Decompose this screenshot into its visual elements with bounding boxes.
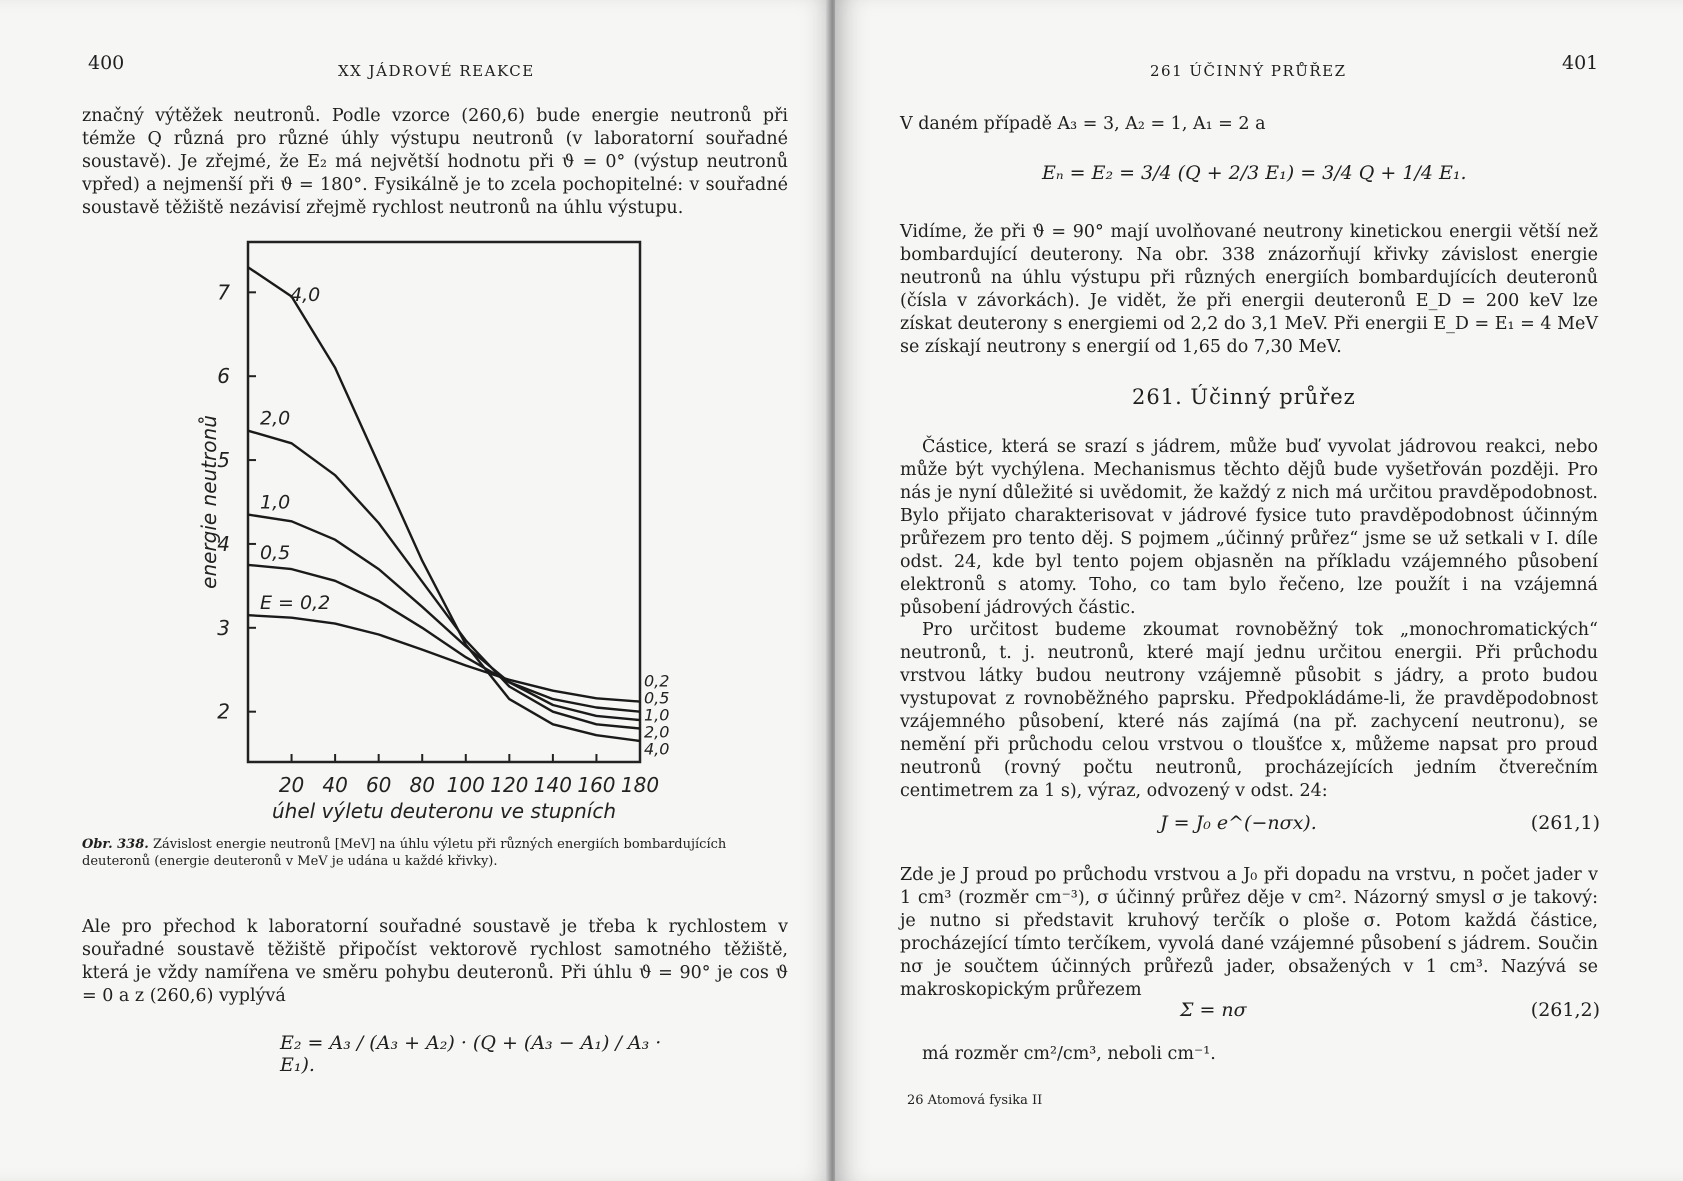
y-tick-label: 7 — [217, 280, 230, 305]
curve-end-label: 1,0 — [644, 705, 670, 725]
equation-right-2 — [1160, 812, 1600, 834]
equation-2-formula: J = J₀ e^(−nσx). — [1160, 812, 1317, 834]
curve-start-label: 1,0 — [260, 491, 291, 514]
y-tick-label: 2 — [217, 699, 230, 724]
y-tick-label: 5 — [217, 448, 230, 473]
curve-4-0 — [248, 267, 640, 741]
y-axis-label: energie neutronů — [197, 415, 221, 589]
curve-end-label: 4,0 — [644, 739, 670, 759]
left-page — [0, 0, 835, 1181]
right-paragraph-3-text: Pro určitost budeme zkoumat rovnoběžný tok „monochromatických“ neutronů, t. j. neutronů, které mají jednu určitou energii. Při průchodu vrstvou látky budou neutrony vzájemně působit s jádry, a proto budou vystupovat z rovnoběžného paprsku. Předpokládáme-li, že pravděpodobnost vzájemného působení, které nás zajímá (na př. zachycení neutronu), se nemění při průchodu celou vrstvou o tloušťce x, můžeme napsat pro proud neutronů (rovný počtu neutronů, procházejících jedním čtverečním centimetrem za 1 s), výraz, odvozený v odst. 24: — [900, 620, 1598, 801]
running-head-left: XX JÁDROVÉ REAKCE — [338, 62, 535, 80]
running-head-right: 261 ÚČINNÝ PRŮŘEZ — [1150, 62, 1347, 80]
right-paragraph-3 — [900, 619, 1598, 803]
curve-start-label: E = 0,2 — [260, 592, 331, 615]
right-paragraph-1-text: Vidíme, že při ϑ = 90° mají uvolňované neutrony kinetickou energii větší než bombardující deuterony. Na obr. 338 znázorňují křivky závislost energie neutronů na úhlu výstupu při různých energiích bombardujících deuteronů (čísla v závorkách). Je vidět, že při energii deuteronů E_D = 200 keV lze získat deuterony s energiemi od 2,2 do 3,1 MeV. Při energii E_D = E₁ = 4 MeV se získají neutrony s energií od 1,65 do 7,30 MeV. — [900, 222, 1598, 357]
page-number-right: 401 — [1562, 52, 1599, 74]
right-paragraph-2 — [900, 436, 1598, 620]
right-paragraph-4-text: Zde je J proud po průchodu vrstvou a J₀ při dopadu na vrstvu, n počet jader v 1 cm³ (rozměr cm⁻³), σ účinný průřez děje v cm². Názorný smysl σ je takový: je nutno si představit kruhový terčík o ploše σ. Potom každá částice, procházející tímto terčíkem, vyvolá dané vzájemné působení s jádrem. Součin nσ je součtem účinných průřezů jader, obsažených v 1 cm³. Nazývá se makroskopickým průřezem — [900, 865, 1598, 1000]
left-paragraph-1-text: značný výtěžek neutronů. Podle vzorce (260,6) bude energie neutronů při témže Q různá pro různé úhly výstupu neutronů (v laboratorní souřadné soustavě). Je zřejmé, že E₂ má největší hodnotu při ϑ = 0° (výstup neutronů vpřed) a nejmenší při ϑ = 180°. Fysikálně je to zcela pochopitelné: v souřadné soustavě těžiště nezávisí zřejmě rychlost neutronů na úhlu výstupu. — [82, 106, 788, 218]
equation-2-number: (261,1) — [1530, 812, 1600, 834]
y-tick-label: 6 — [217, 364, 230, 389]
x-tick-label: 140 — [533, 773, 572, 797]
equation-3-number: (261,2) — [1530, 999, 1600, 1021]
x-tick-label: 40 — [322, 773, 348, 797]
left-paragraph-2 — [82, 916, 788, 1008]
curve-2-0 — [248, 431, 640, 729]
x-tick-label: 120 — [490, 773, 529, 797]
curve-start-label: 4,0 — [290, 284, 321, 307]
right-paragraph-4 — [900, 864, 1598, 1002]
equation-right-1: Eₙ = E₂ = 3/4 (Q + 2/3 E₁) = 3/4 Q + 1/4 E₁. — [1042, 162, 1467, 184]
caption-label: Obr. 338. — [82, 837, 149, 852]
right-paragraph-2-text: Částice, která se srazí s jádrem, může buď vyvolat jádrovou reakci, nebo může být vychýlena. Mechanismus těchto dějů bude vyšetřován později. Pro nás je nyní důležité si uvědomit, že každý z nich má určitou pravděpodobnost. Bylo přijato charakterisovat v jádrové fysice tuto pravděpodobnost účinným průřezem pro tento děj. S pojmem „účinný průřez“ jsme se už setkali v I. díle odst. 24, kde byl tento pojem objasněn na příkladu vzájemného působení elektronů s atomy. Toho, co tam bylo řečeno, lze použít i na vzájemná působení jádrových částic. — [900, 437, 1598, 618]
x-tick-label: 20 — [278, 773, 305, 797]
x-tick-label: 100 — [446, 773, 485, 797]
right-intro — [900, 113, 1600, 136]
equation-3-formula: Σ = nσ — [1180, 999, 1247, 1021]
curve-1-0 — [248, 515, 640, 721]
curve-start-label: 0,5 — [260, 541, 291, 564]
y-tick-label: 3 — [217, 615, 230, 640]
x-tick-label: 180 — [620, 773, 660, 797]
right-intro-text: V daném případě A₃ = 3, A₂ = 1, A₁ = 2 a — [900, 114, 1266, 134]
left-paragraph-2-text: Ale pro přechod k laboratorní souřadné soustavě je třeba k rychlostem v souřadné soustavě těžiště připočíst vektorově rychlost samotného těžiště, která je vždy namířena ve směru pohybu deuteronů. Při úhlu ϑ = 90° je cos ϑ = 0 a z (260,6) vyplývá — [82, 917, 788, 1006]
curve-0-5 — [248, 565, 640, 712]
curve-end-label: 0,5 — [644, 688, 670, 708]
equation-right-3 — [1180, 999, 1600, 1021]
curve-end-label: 0,2 — [644, 671, 670, 691]
y-tick-label: 4 — [217, 531, 230, 556]
figure-338-chart — [190, 238, 670, 828]
right-paragraph-5-text: má rozměr cm²/cm³, neboli cm⁻¹. — [922, 1044, 1216, 1064]
page-number-left: 400 — [88, 52, 125, 74]
right-paragraph-1 — [900, 221, 1598, 359]
section-title: 261. Účinný průřez — [1132, 385, 1356, 409]
curve-start-label: 2,0 — [260, 407, 291, 430]
x-tick-label: 160 — [577, 773, 616, 797]
right-paragraph-5 — [922, 1043, 1522, 1066]
x-tick-label: 80 — [409, 773, 435, 797]
left-paragraph-1 — [82, 105, 788, 220]
x-tick-label: 60 — [365, 773, 392, 797]
page-footer: 26 Atomová fysika II — [907, 1093, 1043, 1108]
curve-end-label: 2,0 — [644, 722, 670, 742]
caption-text: Závislost energie neutronů [MeV] na úhlu výletu při různých energiích bombardujících deuteronů (energie deuteronů v MeV je udána u každé křivky). — [82, 837, 727, 869]
figure-caption — [82, 836, 772, 870]
x-axis-label: úhel výletu deuteronu ve stupních — [271, 799, 617, 823]
equation-left: E₂ = A₃ / (A₃ + A₂) · (Q + (A₃ − A₁) / A₃ · E₁). — [280, 1032, 662, 1076]
